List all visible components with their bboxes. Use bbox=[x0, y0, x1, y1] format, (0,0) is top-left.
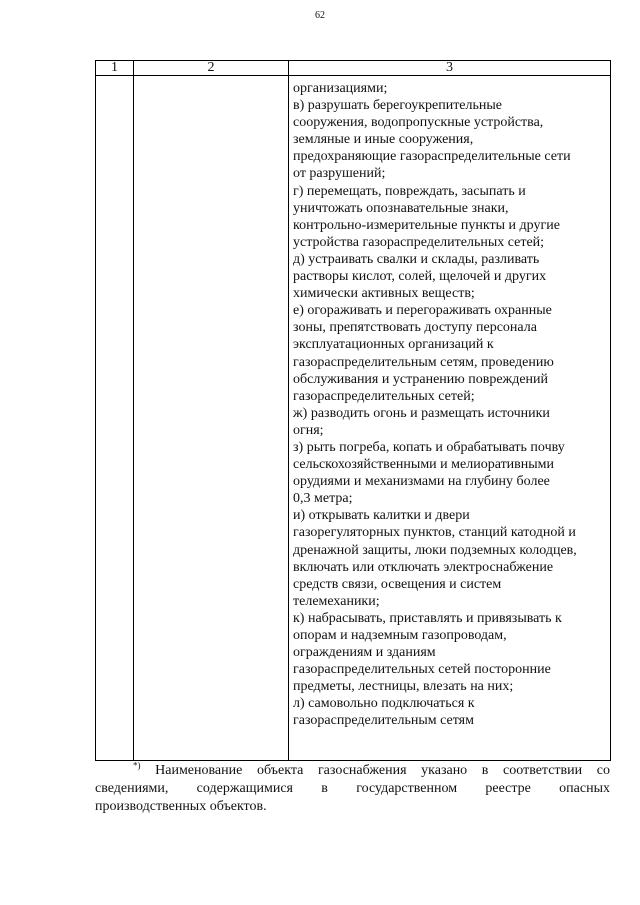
text-line: и) открывать калитки и двери bbox=[293, 508, 470, 524]
text-line: устройства газораспределительных сетей; bbox=[293, 234, 545, 250]
column-2-cell bbox=[134, 76, 289, 761]
text-line: телемеханики; bbox=[293, 593, 380, 609]
text-line: сельскохозяйственными и мелиоративными bbox=[293, 457, 555, 473]
text-line: контрольно-измерительные пункты и другие bbox=[293, 217, 560, 233]
text-line: в) разрушать берегоукрепительные bbox=[293, 98, 503, 114]
text-line: орудиями и механизмами на глубину более bbox=[293, 474, 550, 490]
text-line: опорам и надземным газопроводам, bbox=[293, 628, 507, 643]
footnote-line: производственных объектов. bbox=[95, 799, 267, 814]
column-1-cell bbox=[96, 76, 134, 761]
text-line: газораспределительным сетям, проведению bbox=[293, 354, 554, 370]
text-line: газораспределительным сетям bbox=[293, 713, 474, 729]
column-header-2: 2 bbox=[134, 61, 289, 76]
text-line: 0,3 метра; bbox=[293, 491, 353, 507]
text-line: эксплуатационных организаций к bbox=[293, 337, 494, 353]
text-line: химически активных веществ; bbox=[293, 286, 475, 302]
text-line: дренажной защиты, люки подземных колодцев, bbox=[293, 542, 577, 558]
document-table bbox=[95, 60, 611, 761]
text-line: г) перемещать, повреждать, засыпать и bbox=[293, 183, 526, 199]
text-line: газораспределительных сетей посторонние bbox=[293, 662, 551, 678]
text-line: л) самовольно подключаться к bbox=[293, 696, 475, 712]
text-line: з) рыть погреба, копать и обрабатывать почву bbox=[293, 439, 565, 455]
footnote-text: Наименование объекта газоснабжения указано в соответствии со bbox=[155, 763, 610, 778]
text-line: зоны, препятствовать доступу персонала bbox=[293, 320, 537, 336]
text-line: от разрушений; bbox=[293, 166, 386, 182]
footnote-marker: *) bbox=[133, 760, 141, 771]
text-line: уничтожать опознавательные знаки, bbox=[293, 200, 509, 216]
text-line: средств связи, освещения и систем bbox=[293, 576, 502, 592]
text-line: предохраняющие газораспределительные сети bbox=[293, 149, 571, 165]
page-number: 62 bbox=[315, 10, 325, 21]
text-line: предметы, лестницы, влезать на них; bbox=[293, 679, 514, 695]
column-3-cell bbox=[289, 76, 611, 761]
text-line: огня; bbox=[293, 422, 324, 438]
text-line: ж) разводить огонь и размещать источники bbox=[293, 405, 550, 421]
text-line: е) огораживать и перегораживать охранные bbox=[293, 303, 552, 319]
column-header-3: 3 bbox=[289, 61, 611, 76]
text-line: газораспределительных сетей; bbox=[293, 388, 475, 404]
text-line: сооружения, водопропускные устройства, bbox=[293, 115, 544, 131]
footnote-line: сведениями, содержащимися в государственном реестре опасных bbox=[95, 781, 610, 796]
text-line: растворы кислот, солей, щелочей и других bbox=[293, 269, 547, 285]
text-line: земляные и иные сооружения, bbox=[293, 132, 474, 148]
footnote bbox=[95, 762, 610, 816]
text-line: обслуживания и устранению повреждений bbox=[293, 371, 549, 387]
text-line: д) устраивать свалки и склады, разливать bbox=[293, 251, 540, 267]
text-line: ограждениям и зданиям bbox=[293, 645, 436, 661]
text-line: организациями; bbox=[293, 81, 388, 96]
text-line: к) набрасывать, приставлять и привязывать к bbox=[293, 610, 562, 626]
table-header-row bbox=[96, 61, 611, 76]
table-row bbox=[96, 76, 611, 761]
text-line: газорегуляторных пунктов, станций катодной и bbox=[293, 525, 576, 541]
text-line: включать или отключать электроснабжение bbox=[293, 559, 554, 575]
column-header-1: 1 bbox=[96, 61, 134, 76]
footnote-line bbox=[95, 762, 610, 780]
